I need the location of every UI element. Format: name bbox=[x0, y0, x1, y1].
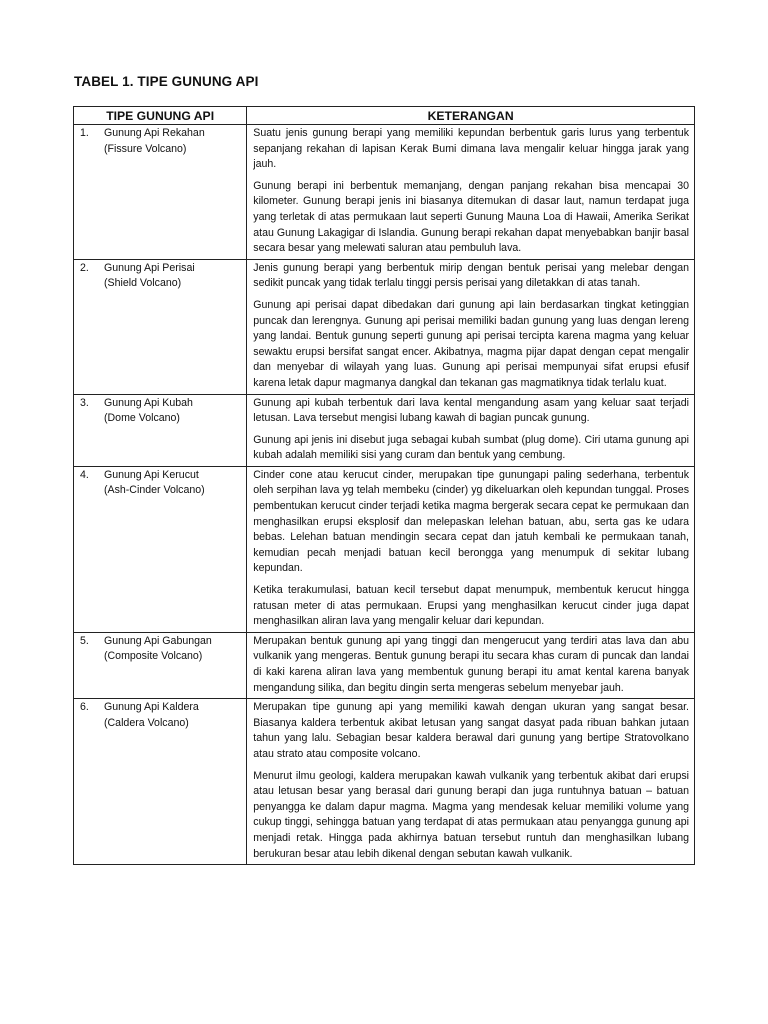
table-row bbox=[74, 699, 695, 865]
type-cell bbox=[74, 259, 247, 394]
description-cell bbox=[247, 466, 695, 632]
volcano-alt-name: (Shield Volcano) bbox=[104, 277, 182, 290]
description-paragraph: Jenis gunung berapi yang berbentuk mirip dengan bentuk perisai yang melebar dengan sedikit puncak yang tidak terlalu tinggi persis perisai yang diletakkan di atas tanah. bbox=[253, 261, 689, 290]
table-row bbox=[74, 394, 695, 466]
description-paragraph: Gunung api kubah terbentuk dari lava kental mengandung asam yang keluar saat terjadi letusan. Lava tersebut mengisi lubang kawah di bagian puncak gunung. bbox=[253, 396, 689, 425]
table-row bbox=[74, 466, 695, 632]
description-cell bbox=[247, 699, 695, 865]
description-cell bbox=[247, 259, 695, 394]
description-paragraph: Ketika terakumulasi, batuan kecil tersebut dapat menumpuk, membentuk kerucut hingga ratusan meter di atas permukaan. Erupsi yang menghasilkan kerucut cinder juga dapat menghasilkan aliran lava yang mengalir keluar dari kepundan. bbox=[253, 584, 689, 628]
header-description: KETERANGAN bbox=[247, 107, 695, 125]
volcano-alt-name: (Dome Volcano) bbox=[104, 412, 180, 425]
description-paragraph: Gunung berapi ini berbentuk memanjang, dengan panjang rekahan bisa mencapai 30 kilometer. Gunung berapi jenis ini biasanya ditemukan di dasar laut, namun terdapat juga yang terletak di atas permukaan laut seperti Gunung Mauna Loa di Hawaii, Amerika Serikat atau Gunung Lakagigar di Islandia. Gunung berapi rekahan dapat menyebabkan banjir basal secara besar yang melewati saluran atau pembuluh lava. bbox=[253, 179, 689, 255]
description-paragraph: Gunung api jenis ini disebut juga sebagai kubah sumbat (plug dome). Ciri utama gunung api kubah adalah memiliki sisi yang curam dan bentuk yang cembung. bbox=[253, 433, 689, 462]
type-cell bbox=[74, 699, 247, 865]
volcano-alt-name: (Caldera Volcano) bbox=[104, 716, 189, 729]
description-paragraph: Suatu jenis gunung berapi yang memiliki kepundan berbentuk garis lurus yang terbentuk sepanjang rekahan di lapisan Kerak Bumi dimana lava mengalir keluar hingga jarak yang jauh. bbox=[253, 127, 689, 171]
row-number: 4. bbox=[80, 468, 89, 481]
volcano-name: Gunung Api Kubah bbox=[104, 396, 193, 409]
type-cell bbox=[74, 632, 247, 698]
document-title: TABEL 1. TIPE GUNUNG API bbox=[74, 74, 259, 89]
table-header-row bbox=[74, 107, 695, 125]
description-paragraph: Cinder cone atau kerucut cinder, merupakan tipe gunungapi paling sederhana, terbentuk oleh serpihan lava yg telah membeku (cinder) yg dikeluarkan oleh kepundan tunggal. Proses pembentukan kerucut cinder terjadi ketika magma bergerak secara cepat ke permukaan dan menghasilkan erupsi eksplosif dan melepaskan lelehan batuan, abu, serta gas ke udara bebas. Lelehan batuan mendingin secara cepat dan jatuh kembali ke permukaan tanah, kemudian pecah menjadi batuan kecil berongga yang menumpuk di sekitar lubang kepundan. bbox=[253, 468, 689, 575]
description-cell bbox=[247, 125, 695, 260]
type-cell bbox=[74, 394, 247, 466]
volcano-alt-name: (Ash-Cinder Volcano) bbox=[104, 484, 205, 497]
volcano-name: Gunung Api Kerucut bbox=[104, 468, 199, 481]
description-paragraph: Merupakan tipe gunung api yang memiliki kawah dengan ukuran yang sangat besar. Biasanya kaldera terbentuk akibat letusan yang sangat dasyat pada ribuan bahkan jutaan tahun yang lalu. Sebagian besar kaldera berawal dari gunung yang bertipe Stratovolkano atau strato atau composite volcano. bbox=[253, 701, 689, 760]
volcano-name: Gunung Api Kaldera bbox=[104, 701, 199, 714]
volcano-types-table bbox=[73, 106, 695, 865]
description-paragraph: Merupakan bentuk gunung api yang tinggi dan mengerucut yang terdiri atas lava dan abu vulkanik yang mengeras. Bentuk gunung berapi itu secara khas curam di puncak dan landai di kaki karena aliran lava yang membentuk gunung berapi itu amat kental karena banyak mengandung silika, dan begitu dingin serta mengeras sebelum menyebar jauh. bbox=[253, 634, 689, 694]
description-cell bbox=[247, 394, 695, 466]
row-number: 1. bbox=[80, 127, 89, 139]
type-cell bbox=[74, 125, 247, 260]
description-cell bbox=[247, 632, 695, 698]
table-row bbox=[74, 259, 695, 394]
table-row bbox=[74, 632, 695, 698]
row-number: 3. bbox=[80, 396, 89, 409]
volcano-alt-name: (Composite Volcano) bbox=[104, 650, 203, 663]
row-number: 5. bbox=[80, 634, 89, 647]
table-row bbox=[74, 125, 695, 260]
volcano-name: Gunung Api Perisai bbox=[104, 261, 195, 274]
type-cell bbox=[74, 466, 247, 632]
volcano-alt-name: (Fissure Volcano) bbox=[104, 142, 187, 155]
volcano-name: Gunung Api Gabungan bbox=[104, 634, 212, 647]
description-paragraph: Gunung api perisai dapat dibedakan dari gunung api lain berdasarkan tingkat ketinggian puncak dan lerengnya. Gunung api perisai memiliki badan gunung yang luas dengan lereng yang landai. Bentuk gunung seperti gunung api perisai tercipta karena magma yang keluar sewaktu erupsi bersifat sangat encer. Akibatnya, magma pijar dapat dengan cepat mengalir dan menyebar di wilayah yang luas. Gunung api perisai mempunyai sifat erupsi efusif karena letak dapur magmanya dangkal dan tekanan gas magmatiknya tidak terlalu kuat. bbox=[253, 298, 689, 389]
volcano-name: Gunung Api Rekahan bbox=[104, 127, 205, 139]
table-body bbox=[74, 125, 695, 865]
row-number: 6. bbox=[80, 701, 89, 714]
row-number: 2. bbox=[80, 261, 89, 274]
description-paragraph: Menurut ilmu geologi, kaldera merupakan kawah vulkanik yang terbentuk akibat dari erupsi atau letusan besar yang berasal dari gunung berapi dan juga runtuhnya batuan – batuan penyangga ke dalam dapur magma. Magma yang mendesak keluar memiliki volume yang cukup tinggi, sehingga batuan yang terdapat di atas permukaan atau penyangga gunung api menjadi retak. Hingga pada akhirnya batuan tersebut runtuh dan menghasilkan lubang berukuran besar atau lebih dikenal dengan sebutan kawah vulkanik. bbox=[253, 769, 689, 860]
header-type: TIPE GUNUNG API bbox=[74, 107, 247, 125]
